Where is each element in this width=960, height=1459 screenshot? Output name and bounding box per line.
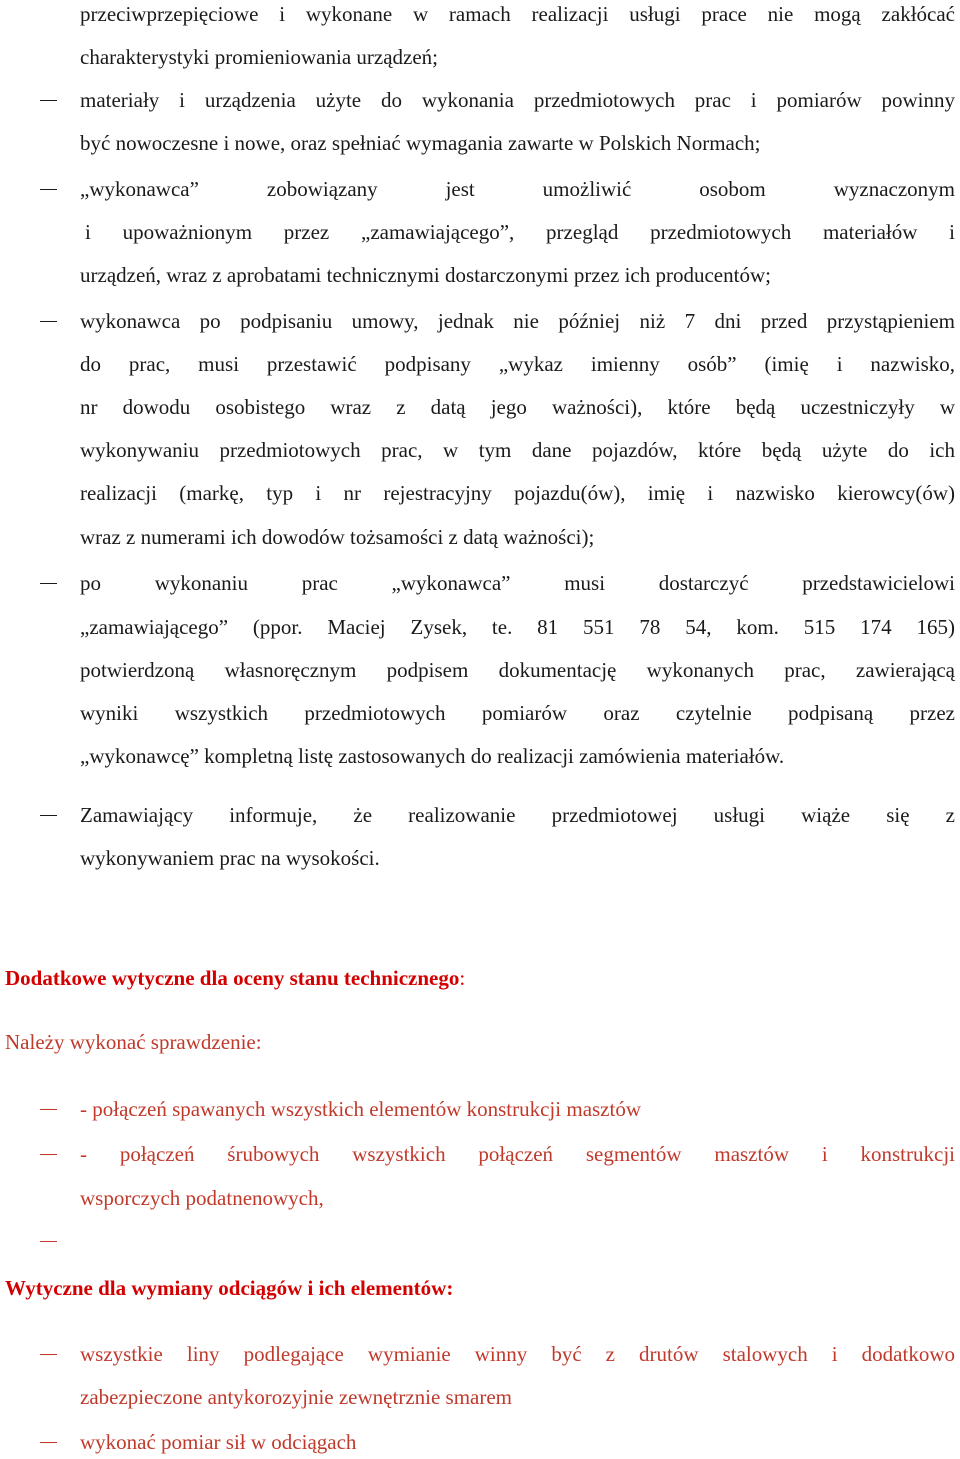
paragraph-line: wykonawca po podpisaniu umowy, jednak nie później niż 7 dni przed przystąpieniem (80, 309, 955, 333)
list-item: - połączeń spawanych wszystkich elementów konstrukcji masztów (80, 1097, 642, 1121)
paragraph-line: wykonywaniem prac na wysokości. (80, 846, 380, 870)
bullet-dash (40, 1154, 57, 1155)
bullet-dash (40, 1354, 57, 1355)
paragraph-line: realizacji (markę, typ i nr rejestracyjny pojazdu(ów), imię i nazwisko kierowcy(ów) (80, 481, 955, 505)
list-item: wykonać pomiar sił w odciągach (80, 1430, 357, 1454)
bullet-dash (40, 1241, 57, 1242)
bullet-dash (40, 583, 57, 584)
paragraph-line: urządzeń, wraz z aprobatami technicznymi dostarczonymi przez ich producentów; (80, 263, 771, 287)
section-heading-colon: : (459, 966, 466, 990)
list-item: zabezpieczone antykorozyjnie zewnętrznie smarem (80, 1385, 513, 1409)
paragraph-line: potwierdzoną własnoręcznym podpisem dokumentację wykonanych prac, zawierającą (80, 658, 955, 682)
paragraph-line: wraz z numerami ich dowodów tożsamości z datą ważności); (80, 525, 595, 549)
paragraph-line: wykonywaniu przedmiotowych prac, w tym dane pojazdów, które będą użyte do ich (80, 438, 955, 462)
paragraph-line: po wykonaniu prac „wykonawca” musi dostarczyć przedstawicielowi (80, 571, 955, 595)
paragraph-line: nr dowodu osobistego wraz z datą jego ważności), które będą uczestniczyły w (80, 395, 955, 419)
paragraph-line: materiały i urządzenia użyte do wykonania przedmiotowych prac i pomiarów powinny (80, 88, 955, 112)
section-heading (5, 965, 465, 991)
bullet-dash (40, 189, 57, 190)
bullet-dash (40, 815, 57, 816)
paragraph-line: „wykonawcę” kompletną listę zastosowanych do realizacji zamówienia materiałów. (80, 744, 785, 768)
paragraph-line: charakterystyki promieniowania urządzeń; (80, 45, 439, 69)
paragraph-line: i upoważnionym przez „zamawiającego”, przegląd przedmiotowych materiałów i (85, 220, 955, 244)
paragraph-line: Zamawiający informuje, że realizowanie przedmiotowej usługi wiąże się z (80, 803, 955, 827)
bullet-dash (40, 1109, 57, 1110)
list-item: wszystkie liny podlegające wymianie winny być z drutów stalowych i dodatkowo (80, 1342, 955, 1366)
paragraph-line: „zamawiającego” (ppor. Maciej Zysek, te. 81 551 78 54, kom. 515 174 165) (80, 615, 955, 639)
paragraph-line: być nowoczesne i nowe, oraz spełniać wymagania zawarte w Polskich Normach; (80, 131, 761, 155)
list-item: wsporczych podatnenowych, (80, 1186, 324, 1210)
list-item: - połączeń śrubowych wszystkich połączeń segmentów masztów i konstrukcji (80, 1142, 955, 1166)
paragraph-line: wyniki wszystkich przedmiotowych pomiarów oraz czytelnie podpisaną przez (80, 701, 955, 725)
bullet-dash (40, 1442, 57, 1443)
paragraph-line: do prac, musi przestawić podpisany „wykaz imienny osób” (imię i nazwisko, (80, 352, 955, 376)
paragraph-line: „wykonawca” zobowiązany jest umożliwić osobom wyznaczonym (80, 177, 955, 201)
section-heading: Wytyczne dla wymiany odciągów i ich elementów: (5, 1276, 454, 1300)
bullet-dash (40, 321, 57, 322)
paragraph-line: przeciwprzepięciowe i wykonane w ramach realizacji usługi prace nie mogą zakłócać (80, 2, 955, 26)
bullet-dash (40, 100, 57, 101)
section-heading-text: Dodatkowe wytyczne dla oceny stanu technicznego (5, 966, 460, 990)
section-intro: Należy wykonać sprawdzenie: (5, 1030, 262, 1054)
